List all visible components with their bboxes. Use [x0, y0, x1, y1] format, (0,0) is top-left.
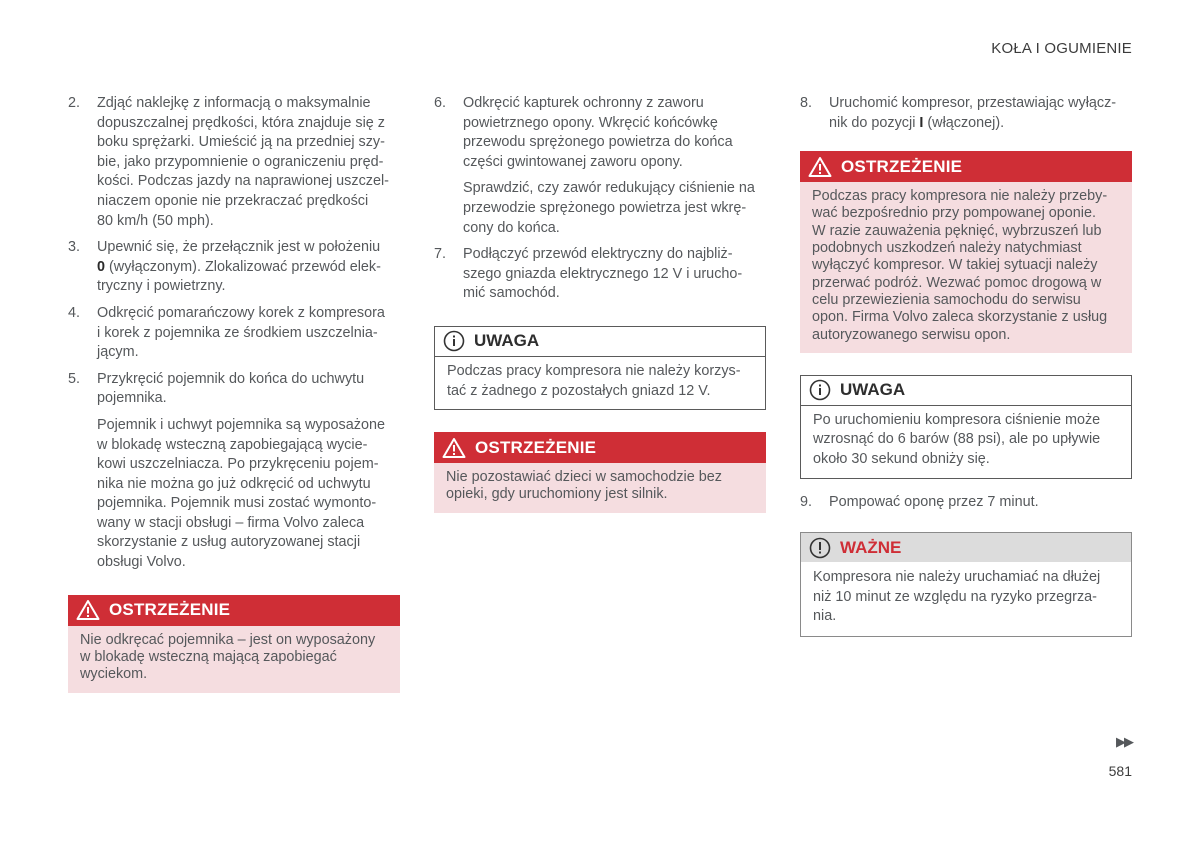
note-title: UWAGA [840, 380, 906, 400]
step-3 [68, 238, 400, 297]
important-title: WAŻNE [840, 537, 902, 557]
step-number: 9. [800, 493, 813, 510]
step-number: 6. [434, 95, 447, 111]
warning-text: Nie odkręcać pojemnika – jest on wyposażony w blokadę wsteczną mającą zapobiegać wyciekom. [68, 626, 400, 693]
switch-position-off: 0 [97, 258, 106, 275]
note-box [434, 326, 766, 410]
page-number: 581 [1108, 763, 1132, 779]
exclamation-circle-icon [809, 537, 831, 559]
warning-header [800, 151, 1132, 182]
step-2 [68, 94, 400, 231]
step-number: 8. [800, 95, 813, 111]
step-number: 4. [68, 304, 81, 321]
warning-triangle-icon [76, 599, 100, 621]
switch-position-on: I [919, 114, 924, 131]
warning-box [68, 595, 400, 693]
important-box [800, 532, 1132, 637]
step-text-post: (włączonej). [923, 114, 1005, 131]
warning-title: OSTRZEŻENIE [475, 437, 597, 457]
warning-text: Nie pozostawiać dzieci w samochodzie bez opieki, gdy uruchomiony jest silnik. [434, 463, 766, 513]
step-text [829, 94, 1132, 133]
column-2 [434, 94, 766, 527]
step-text: Przykręcić pojemnik do końca do uchwytu pojemnika. [97, 370, 365, 407]
step-9 [800, 493, 1132, 513]
warning-triangle-icon [442, 437, 466, 459]
step-5-paragraph: Pojemnik i uchwyt pojemnika są wyposażone w blokadę wsteczną zapobiegającą wycie- kowi uszczelniacza. Po przykręceniu pojem- nika nie można go już odkręcić od uchwytu pojemnika. Pojemnik musi zostać wymonto- wany w stacji obsługi – firma Volvo zaleca skorzystanie z usług autoryzowanej stacji obsługi Volvo. [97, 416, 385, 571]
note-box [800, 375, 1132, 479]
step-5 [68, 370, 400, 409]
step-number: 5. [68, 370, 81, 387]
warning-box [800, 151, 1132, 353]
step-6 [434, 94, 766, 172]
warning-box [434, 432, 766, 513]
warning-title: OSTRZEŻENIE [841, 156, 963, 176]
warning-text: Podczas pracy kompresora nie należy przeby- wać bezpośrednio przy pompowanej oponie. W razie zauważenia pęknięć, wybrzuszeń lub podobnych uszkodzeń należy natychmiast wyłączyć kompresor. W takiej sytuacji należy przerwać podróż. Wezwać pomoc drogową w celu przewiezienia samochodu do serwisu opon. Firma Volvo zaleca skorzystanie z usług autoryzowanego serwisu opon. [800, 182, 1132, 353]
step-text: Zdjąć naklejkę z informacją o maksymalnie dopuszczalnej prędkości, która znajduje się z boku sprężarki. Umieścić ją na przedniej szy- bie, jako przypomnienie o ograniczeniu pręd- kości. Podczas jazdy na naprawionej uszczel- niaczem oponie nie przekraczać prędkości 80 km/h (50 mph). [97, 95, 389, 229]
note-text: Podczas pracy kompresora nie należy korzys- tać z żadnego z pozostałych gniazd 12 V. [447, 362, 741, 399]
column-1 [68, 94, 400, 707]
step-text: Podłączyć przewód elektryczny do najbliż- szego gniazda elektrycznego 12 V i urucho- mić samochód. [463, 246, 743, 302]
note-text: Po uruchomieniu kompresora ciśnienie może wzrosnąć do 6 barów (88 psi), ale po upływie około 30 sekund obniży się. [813, 411, 1101, 468]
note-header [435, 327, 765, 357]
step-text-pre: Upewnić się, że przełącznik jest w położeniu [97, 239, 381, 256]
step-text: Odkręcić kapturek ochronny z zaworu powietrznego opony. Wkręcić końcówkę przewodu sprężonego powietrza do końca części gwintowanej zaworu opony. [463, 95, 733, 170]
warning-header [68, 595, 400, 626]
note-title: UWAGA [474, 331, 540, 351]
continue-arrows-icon: ▶▶ [1116, 734, 1132, 749]
info-icon [809, 379, 831, 401]
info-icon [443, 330, 465, 352]
step-6-paragraph: Sprawdzić, czy zawór redukujący ciśnienie na przewodzie sprężonego powietrza jest wkrę- cony do końca. [463, 180, 755, 236]
column-3 [800, 94, 1132, 651]
warning-title: OSTRZEŻENIE [109, 600, 231, 620]
step-text-post: (wyłączonym). Zlokalizować przewód elek- tryczny i powietrzny. [97, 258, 381, 295]
warning-triangle-icon [808, 156, 832, 178]
step-number: 2. [68, 95, 81, 111]
step-4 [68, 304, 400, 363]
step-text: Pompować oponę przez 7 minut. [829, 493, 1039, 510]
step-text [97, 238, 400, 297]
step-number: 3. [68, 239, 81, 256]
step-8 [800, 94, 1132, 133]
important-header [801, 533, 1131, 562]
warning-header [434, 432, 766, 463]
important-text: Kompresora nie należy uruchamiać na dłużej niż 10 minut ze względu na ryzyko przegrza- nia. [813, 569, 1101, 625]
note-header [801, 376, 1131, 406]
step-text: Odkręcić pomarańczowy korek z kompresora i korek z pojemnika ze środkiem uszczelnia- jącym. [97, 304, 385, 361]
step-number: 7. [434, 246, 447, 263]
section-header: KOŁA I OGUMIENIE [991, 40, 1132, 57]
step-7 [434, 245, 766, 304]
step-text-pre: Uruchomić kompresor, przestawiając wyłącz- nik do pozycji [829, 95, 1117, 131]
